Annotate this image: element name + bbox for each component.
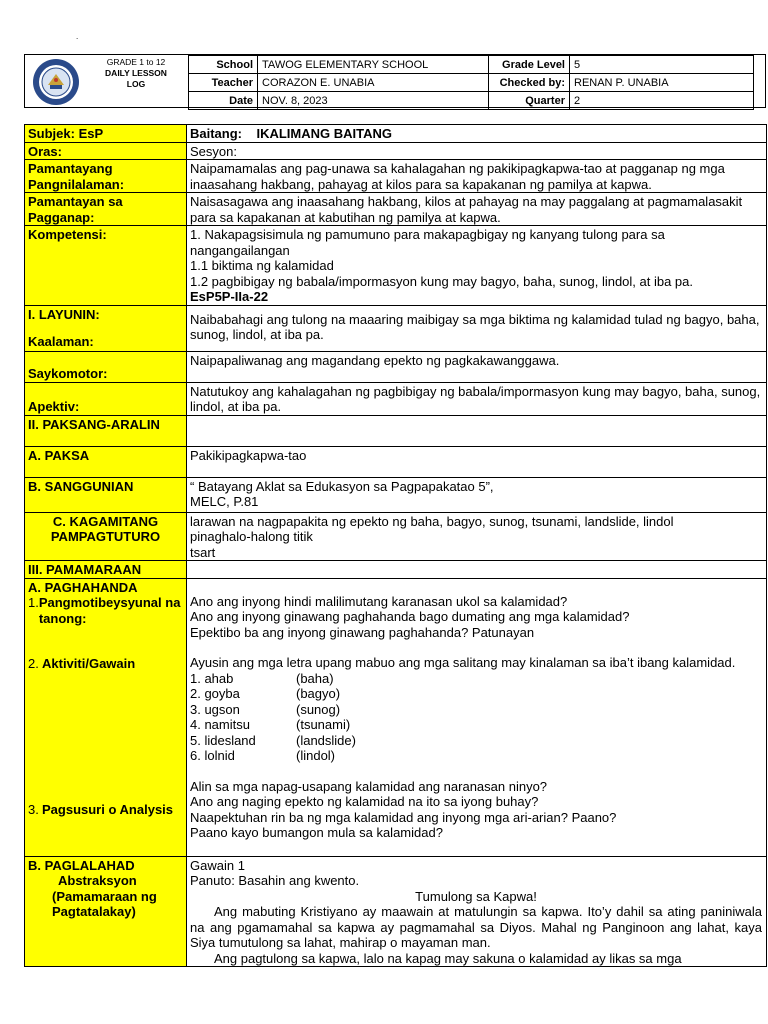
analysis-label: Pagsusuri o Analysis [42, 801, 174, 817]
checked-by-value: RENAN P. UNABIA [570, 74, 754, 92]
affective-text: Natutukoy ang kahalagahan ng pagbibigay ng babala/impormasyon kung may bagyo, baha, sunog, lindol, at iba pa. [187, 382, 767, 415]
school-value: TAWOG ELEMENTARY SCHOOL [258, 56, 489, 74]
teacher-label: Teacher [189, 74, 258, 92]
story-paragraph-1: Ang mabuting Kristiyano ay maawain at matulungin sa kapwa. Ito’y dahil sa ating paniniwala na ang pgamamahal sa kapwa ay pagmamahal sa Diyos. Mahal ng Panginoon ang lahat, kaya Siya tumutulong sa lahat, mahirap o mayaman man. [190, 904, 762, 950]
story-title: Tumulong sa Kapwa! [415, 888, 537, 904]
performance-standard-label: Pamantayan sa Pagganap: [25, 193, 187, 226]
date-label: Date [189, 92, 258, 110]
grade-cell: Baitang: IKALIMANG BAITANG [187, 125, 767, 143]
competency-label: Kompetensi: [25, 226, 187, 306]
story-paragraph-2: Ang pagtulong sa kapwa, lalo na kapag may sakuna o kalamidad ay likas sa mga [214, 950, 682, 966]
grade-level-label: Grade Level [489, 56, 570, 74]
psychomotor-label: Saykomotor: [25, 351, 187, 382]
activity-label: Aktiviti/Gawain [42, 656, 136, 671]
references-text: “ Batayang Aklat sa Edukasyon sa Pagpapakatao 5”, MELC, P.81 [187, 477, 767, 512]
dll-title: GRADE 1 to 12 DAILY LESSON LOG [105, 57, 167, 89]
deped-seal-logo [31, 57, 81, 107]
topic-text: Pakikipagkapwa-tao [187, 446, 767, 477]
header-info-table [188, 55, 754, 110]
checked-by-label: Checked by: [489, 74, 570, 92]
activity-content: Ayusin ang mga letra upang mabuo ang mga salitang may kinalaman sa iba’t ibang kalamidad. 1. ahab (baha) 2. goyba (bagyo) 3. ugson (sunog) 4. namitsu (tsunami) 5. lidesland (landslide) 6. lolnid (lindol) [190, 655, 763, 764]
affective-label: Apektiv: [25, 382, 187, 415]
sesyon-cell: Sesyon: [187, 142, 767, 160]
knowledge-text: Naibabahagi ang tulong na maaaring maibigay sa mga biktima ng kalamidad tulad ng bagyo, baha, sunog, lindol, at iba pa. [187, 305, 767, 351]
psychomotor-text: Naipapaliwanag ang magandang epekto ng pagkakawanggawa. [187, 351, 767, 382]
lesson-log-table [24, 124, 767, 967]
materials-text: larawan na nagpapakita ng epekto ng baha, bagyo, sunog, tsunami, landslide, lindol pinaghalo-halong titik tsart [187, 512, 767, 561]
date-value: NOV. 8, 2023 [258, 92, 489, 110]
performance-standard-text: Naisasagawa ang inaasahang hakbang, kilos at pahayag na may paggalang at pagmamalasakit para sa kapakanan at kabutihan ng pamilya at kapwa. [187, 193, 767, 226]
objectives-label: I. LAYUNIN: Kaalaman: [25, 305, 187, 351]
motivation-label: Pangmotibeysyunal na tanong: [38, 595, 181, 626]
dll-header [24, 54, 766, 108]
materials-label: C. KAGAMITANG PAMPAGTUTURO [25, 512, 187, 561]
grade-level-value: 5 [570, 56, 754, 74]
procedure-empty [187, 561, 767, 579]
subject-cell: Subjek: EsP [25, 125, 187, 143]
topic-label: A. PAKSA [25, 446, 187, 477]
subject-matter-label: II. PAKSANG-ARALIN [25, 415, 187, 446]
quarter-label: Quarter [489, 92, 570, 110]
subject-matter-empty [187, 415, 767, 446]
preparation-content [187, 578, 767, 856]
motivation-questions: Ano ang inyong hindi malilimutang karanasan ukol sa kalamidad? Ano ang inyong ginawang paghahanda bago dumating ang mga kalamidad? Epektibo ba ang inyong ginawang paghahanda? Patunayan [190, 593, 630, 640]
stray-dot: . [76, 32, 79, 41]
presentation-label: B. PAGLALAHAD Abstraksyon (Pamamaraan ng Pagtatalakay) [25, 856, 187, 967]
references-label: B. SANGGUNIAN [25, 477, 187, 512]
content-standard-text: Naipamamalas ang pag-unawa sa kahalagahan ng pakikipagkapwa-tao at pagganap ng mga inaasahang hakbang, pahayag at kilos para sa kapakanan ng pamilya at kapwa. [187, 160, 767, 193]
quarter-value: 2 [570, 92, 754, 110]
analysis-questions: Alin sa mga napag-usapang kalamidad ang naranasan ninyo? Ano ang naging epekto ng kalamidad na ito sa iyong buhay? Naapektuhan rin ba ng mga kalamidad ang inyong mga ari-arian? Paano? Paano kayo bumangon mula sa kalamidad? [190, 778, 617, 840]
teacher-value: CORAZON E. UNABIA [258, 74, 489, 92]
preparation-cell: A. PAGHAHANDA 1. Pangmotibeysyunal na tanong: 2. Aktiviti/Gawain 3. Pagsusuri o Analysis [25, 578, 187, 856]
competency-code: EsP5P-IIa-22 [190, 289, 269, 304]
procedure-label: III. PAMAMARAAN [25, 561, 187, 579]
content-standard-label: Pamantayang Pangnilalaman: [25, 160, 187, 193]
oras-label: Oras: [25, 142, 187, 160]
word-list: 1. ahab (baha) 2. goyba (bagyo) 3. ugson (sunog) 4. namitsu (tsunami) 5. lidesland (landslide) 6. lolnid (lindol) [190, 670, 356, 763]
presentation-content: Gawain 1 Panuto: Basahin ang kwento. Tumulong sa Kapwa! Ang mabuting Kristiyano ay maawain at matulungin sa kapwa. Ito’y dahil sa ating paniniwala na ang pgamamahal sa kapwa ay pagmamahal sa Diyos. Mahal ng Panginoon ang lahat, kaya Siya tumutulong sa lahat, mahirap o mayaman man. Ang pagtulong sa kapwa, lalo na kapag may sakuna o kalamidad ay likas sa mga [187, 856, 767, 967]
competency-text: 1. Nakapagsisimula ng pamumuno para makapagbigay ng kanyang tulong para sa nangangailangan 1.1 biktima ng kalamidad 1.2 pagbibigay ng babala/impormasyon kung may bagyo, baha, sunog, lindol, at iba pa. EsP5P-IIa-22 [187, 226, 767, 306]
school-label: School [189, 56, 258, 74]
